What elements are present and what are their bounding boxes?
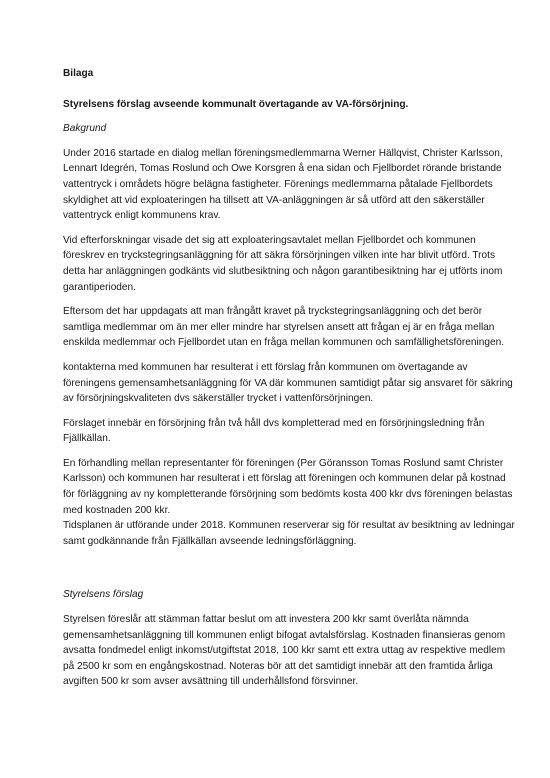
background-heading: Bakgrund bbox=[63, 123, 107, 135]
text-line: enskilda medlemmar och Fjellbordet utan en fråga mellan kommunen och samfällighetsföreningen. bbox=[63, 337, 504, 349]
text-line: av försörjningskvaliteten dvs säkerställer trycket i vattenförsörjningen. bbox=[63, 393, 374, 405]
proposal-paragraph bbox=[63, 612, 510, 690]
text-line: gemensamhetsanläggning till kommunen enligt bifogat avtalsförslag. Kostnaden finansieras genom bbox=[63, 629, 506, 641]
text-line: Under 2016 startade en dialog mellan föreningsmedlemmarna Werner Hällqvist, Christer Karlsson, bbox=[63, 147, 503, 159]
text-line: på 2500 kr som en engångskostnad. Noteras bör att det samtidigt innebär att den framtida årliga bbox=[63, 660, 493, 672]
background-paragraph bbox=[63, 146, 510, 224]
text-line: detta har anläggningen godkänts vid slutbesiktning och någon garantibesiktning har ej utförts inom bbox=[63, 265, 503, 277]
background-paragraph bbox=[63, 233, 510, 295]
background-paragraph bbox=[63, 416, 510, 447]
text-line: Karlsson) och kommunen har resulterat i ett förslag att föreningen och kommunen delar på kostnad bbox=[63, 473, 506, 485]
text-line: skyldighet att vid exploateringen ha tillsett att VA-anläggningen är så utförd att den säkerställer bbox=[63, 194, 485, 206]
proposal-heading: Styrelsens förslag bbox=[63, 589, 144, 601]
text-line: föreskrev en tryckstegringsanläggning för att säkra försörjningen vilken inte har blivit utförd. Trots bbox=[63, 250, 495, 262]
text-line: Förslaget innebär en försörjning från två håll dvs kompletterad med en försörjningsledning från bbox=[63, 417, 485, 429]
text-line: vattentryck enligt kommunens krav. bbox=[63, 210, 221, 222]
text-line: Vid efterforskningar visade det sig att exploateringsavtalet mellan Fjellbordet och kommunen bbox=[63, 234, 476, 246]
text-line: avsatta fondmedel enligt inkomst/utgiftstat 2018, 100 kkr samt ett extra uttag av respektive medlem bbox=[63, 645, 506, 657]
background-paragraph bbox=[63, 304, 510, 351]
text-line: En förhandling mellan representanter för föreningen (Per Göransson Tomas Roslund samt Christer bbox=[63, 457, 504, 469]
text-line: samt godkännande från Fjällkällan avseende ledningsförläggning. bbox=[63, 535, 357, 547]
text-line: Tidsplanen är utförande under 2018. Kommunen reserverar sig för resultat av besiktning av ledningar bbox=[63, 520, 515, 532]
text-line: vattentryck i områdets högre belägna fastigheter. Förenings medlemmarna påtalade Fjellbordets bbox=[63, 178, 493, 190]
text-line: garantiperioden. bbox=[63, 281, 136, 293]
attachment-label: Bilaga bbox=[63, 68, 94, 79]
document-title: Styrelsens förslag avseende kommunalt övertagande av VA-försörjning. bbox=[63, 98, 409, 110]
text-line: Styrelsen föreslår att stämman fattar beslut om att investera 200 kkr samt överlåta nämnda bbox=[63, 614, 469, 626]
text-line: för förläggning av ny kompletterande försörjning som bedömts kosta 400 kkr dvs föreningen belastas bbox=[63, 489, 513, 501]
text-line: med kostnaden 200 kkr. bbox=[63, 504, 171, 516]
background-paragraph bbox=[63, 518, 515, 549]
text-line: Fjällkällan. bbox=[63, 433, 111, 445]
text-line: samtliga medlemmar om än mer eller mindre har styrelsen ansett att frågan ej är en fråga mellan bbox=[63, 321, 495, 333]
text-line: avgiften 500 kr som avser avsättning till underhållsfond försvinner. bbox=[63, 676, 359, 688]
text-line: Lennart Idegrén, Tomas Roslund och Owe Korsgren å ena sidan och Fjellbordet rörande bristande bbox=[63, 163, 502, 175]
background-paragraph bbox=[63, 456, 513, 518]
background-paragraph bbox=[63, 360, 513, 407]
text-line: kontakterna med kommunen har resulterat i ett förslag från kommunen om övertagande av bbox=[63, 361, 468, 373]
text-line: Eftersom det har uppdagats att man frångått kravet på tryckstegringsanläggning och det berör bbox=[63, 306, 483, 318]
text-line: föreningens gemensamhetsanläggning för VA där kommunen samtidigt påtar sig ansvaret för säkring bbox=[63, 377, 513, 389]
